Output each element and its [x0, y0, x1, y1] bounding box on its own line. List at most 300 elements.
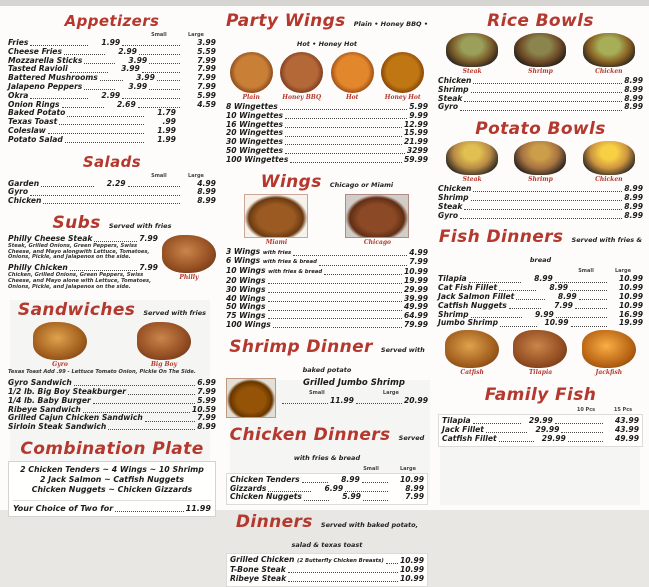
menu-item-name: Tilapia — [438, 274, 467, 284]
menu-item-price: 10.99 — [399, 564, 424, 574]
dotted-leader — [579, 299, 607, 300]
menu-item-name: 50 Wingettes — [225, 145, 284, 155]
menu-item-name: 8 Wingettes — [225, 102, 278, 111]
dotted-leader — [84, 63, 115, 64]
dotted-leader — [571, 326, 608, 327]
large-column-label: Large — [400, 465, 416, 472]
dotted-leader — [268, 283, 402, 284]
menu-item-price: 10.99 — [399, 556, 424, 566]
section-potato-bowls — [438, 116, 643, 220]
scan-edge — [0, 0, 649, 6]
party-wings-flavors: Plain • Honey BBQ • Hot • Honey Hot — [296, 20, 428, 48]
dotted-leader — [464, 209, 622, 210]
dotted-leader — [486, 432, 528, 433]
dotted-leader — [30, 98, 88, 99]
menu-item-price: 15.99 — [403, 128, 428, 138]
dotted-leader — [268, 301, 402, 302]
food-photo — [583, 33, 635, 75]
menu-item-name: Tilapia — [442, 416, 471, 426]
food-photo — [381, 52, 424, 101]
menu-item-name: Jalapeno Peppers — [8, 81, 83, 91]
photo-caption: Big Boy — [150, 361, 178, 369]
section-combination-plate — [8, 436, 216, 517]
appetizers-list — [8, 39, 216, 145]
salads-list — [8, 180, 216, 206]
chicken-dinners-list — [226, 473, 428, 505]
menu-item-row — [438, 194, 643, 203]
menu-item-price-small: 2.99 — [118, 46, 137, 56]
photo-caption: Hot — [345, 94, 359, 101]
menu-item-price-large: 8.99 — [197, 196, 216, 206]
menu-item-price-small: 29.99 — [535, 424, 560, 434]
column-right — [438, 8, 643, 508]
menu-item-name: 100 Wings — [225, 319, 271, 329]
column-left — [8, 8, 216, 513]
menu-item-price: 7.99 — [139, 233, 158, 243]
menu-item-name: Chicken Nuggets — [229, 492, 302, 502]
price-column-headers — [8, 173, 216, 179]
shrimp-small-price: 11.99 — [329, 395, 354, 405]
dotted-leader — [288, 581, 398, 582]
menu-item-price-large: 10.99 — [618, 274, 643, 284]
dotted-leader — [509, 308, 541, 309]
steak-photo — [446, 33, 498, 67]
large-column-label: Large — [615, 268, 631, 275]
menu-item-price-small: 2.99 — [101, 90, 121, 100]
potato-bowls-title: Potato Bowls — [475, 119, 606, 140]
menu-item-price-large: 7.99 — [405, 492, 424, 502]
dotted-leader — [561, 432, 603, 433]
menu-item-price: 8.99 — [197, 422, 216, 432]
dotted-leader — [149, 63, 180, 64]
menu-item-price-small: .99 — [162, 117, 176, 127]
menu-item-price-large: 7.99 — [197, 81, 216, 91]
menu-item-price-large: 8.99 — [405, 483, 425, 493]
menu-item-price: 59.99 — [403, 154, 428, 164]
shrimp-large-price: 20.99 — [403, 395, 428, 405]
photo-caption: Shrimp — [528, 176, 553, 184]
menu-item-price-large: 5.59 — [197, 46, 216, 56]
sandwiches-note: Texas Toast Add .99 - Lettuce Tomato Onion, Pickle On The Side. — [8, 369, 196, 376]
shrimp-price-row — [280, 397, 428, 406]
menu-item-name: 20 Wingettes — [225, 128, 284, 138]
menu-item-row — [438, 86, 643, 95]
dotted-leader — [460, 110, 622, 111]
section-dinners — [226, 509, 428, 586]
pcs10-column-label: 10 Pcs — [576, 407, 596, 414]
photo-caption: Jackfish — [595, 369, 623, 377]
menu-item-name: 1/4 lb. Baby Burger — [8, 395, 91, 405]
dotted-leader — [285, 136, 402, 137]
food-photo — [137, 322, 191, 368]
menu-item-price: 8.99 — [624, 76, 643, 85]
dotted-leader — [62, 107, 104, 108]
menu-item-row — [438, 103, 643, 112]
menu-item-name: 10 Wings with fries & bread — [225, 266, 323, 276]
menu-item-name: Chicken — [438, 184, 472, 194]
menu-item-name: Gyro — [8, 187, 29, 197]
menu-item-name: 50 Wings — [225, 302, 266, 312]
menu-item-price: 9.99 — [409, 110, 428, 120]
dotted-leader — [94, 241, 137, 242]
menu-item-name: Grilled Chicken (2 Butterfly Chicken Breasts) — [229, 555, 384, 565]
menu-item-price: 29.99 — [403, 284, 428, 294]
menu-item-name: Garden — [8, 178, 40, 188]
gyro-photo — [33, 322, 87, 360]
dotted-leader — [516, 299, 544, 300]
wings-photos — [226, 194, 428, 246]
photo-caption: Chicago — [363, 238, 392, 246]
dotted-leader — [65, 142, 144, 143]
menu-item-name: Fries — [8, 38, 29, 47]
menu-item-price: 49.99 — [403, 302, 428, 312]
small-column-label: Small — [151, 32, 167, 38]
food-photo — [446, 141, 498, 183]
menu-item-price: 8.99 — [624, 201, 643, 211]
food-photo — [244, 194, 308, 246]
menu-item-name: 30 Wingettes — [225, 137, 284, 147]
menu-item-desc: Chicken, Grilled Onions, Green Peppers, Swiss Cheese, and Mayo alone with Lettuce, Tomatoes, Onions, Pickle, and Jalapenos on the side. — [8, 271, 152, 290]
menu-item-name: Gizzards — [229, 483, 267, 493]
wings-title: Wings — [260, 171, 322, 192]
menu-item-name: Chicken — [8, 196, 42, 206]
jackfish-photo — [582, 330, 636, 368]
menu-item-name: Ribeye Sandwich — [8, 404, 81, 414]
shrimp-dinner-title: Shrimp Dinner — [229, 336, 373, 357]
sandwiches-subtitle: Served with fries — [143, 309, 207, 318]
dotted-leader — [128, 186, 180, 187]
photo-caption: Honey BBQ — [282, 94, 322, 101]
menu-item-price-large: 10.99 — [618, 283, 644, 293]
potato-bowls-photos — [438, 141, 643, 183]
hot-photo — [331, 52, 374, 93]
menu-item-note: with fries — [262, 249, 292, 256]
sandwiches-list — [8, 379, 216, 432]
menu-item-row — [438, 95, 643, 104]
dotted-leader — [363, 500, 388, 501]
dotted-leader — [30, 195, 180, 196]
menu-item-name: Potato Salad — [8, 134, 63, 144]
menu-item-name: Steak — [438, 93, 463, 103]
wings-subtitle: Chicago or Miami — [329, 180, 394, 189]
menu-item-name: Catfish Nuggets — [438, 300, 507, 310]
combination-title: Combination Plate — [20, 438, 204, 459]
subs-subtitle: Served with fries — [108, 221, 172, 230]
dotted-leader — [128, 394, 195, 395]
party-wings-list — [226, 103, 428, 165]
menu-item-name: Gyro — [438, 210, 459, 220]
sandwiches-title: Sandwiches — [17, 300, 136, 321]
dotted-leader — [285, 118, 407, 119]
section-fish-dinners — [438, 224, 643, 378]
dotted-leader — [460, 218, 622, 219]
menu-item-row — [226, 156, 428, 165]
menu-item-price-large: 4.59 — [197, 99, 216, 109]
menu-item-price: 7.99 — [197, 386, 216, 396]
photo-caption: Plain — [242, 94, 260, 101]
chicken-photo — [583, 141, 635, 175]
menu-item-name: Steak — [438, 201, 463, 211]
menu-item-price: 6.99 — [197, 378, 216, 388]
section-chicken-dinners — [226, 422, 428, 505]
dotted-leader — [115, 511, 183, 512]
combination-line: 2 Jack Salmon ~ Catfish Nuggets — [39, 474, 184, 484]
menu-item-name: Philly Cheese Steak — [8, 233, 93, 243]
menu-item-name: Cat Fish Fillet — [438, 283, 498, 293]
menu-item-price-large: 3.99 — [197, 38, 216, 47]
photo-caption: Chicken — [595, 176, 623, 184]
menu-item-name: 6 Wings with fries & bread — [225, 256, 317, 266]
food-photo — [33, 322, 87, 368]
menu-item-row — [226, 321, 428, 330]
dotted-leader — [100, 80, 123, 81]
food-photo — [446, 33, 498, 75]
food-photo — [582, 330, 636, 376]
steak-photo — [446, 141, 498, 175]
menu-item-price-large: 43.99 — [614, 416, 639, 426]
shrimp-item-name: Grilled Jumbo Shrimp — [303, 377, 405, 388]
dotted-leader — [149, 89, 180, 90]
party-wings-title: Party Wings — [225, 11, 346, 31]
large-column-label: Large — [382, 389, 399, 396]
menu-item-name: Shrimp — [438, 192, 469, 202]
subs-title: Subs — [52, 212, 101, 233]
food-photo — [514, 33, 566, 75]
menu-item-name: Gyro Sandwich — [8, 378, 72, 388]
menu-item-name: 30 Wings — [225, 284, 266, 294]
menu-item-price-small: 3.99 — [121, 64, 140, 74]
menu-item-price-small: 8.99 — [549, 283, 569, 293]
dotted-leader — [464, 101, 622, 102]
menu-item-price: 12.99 — [403, 119, 428, 129]
dotted-leader — [41, 186, 93, 187]
photo-caption: Catfish — [460, 369, 484, 377]
menu-item-price-large: 10.99 — [618, 291, 643, 301]
philly-sub-photo-image — [162, 235, 216, 273]
chicken-dinners-subtitle: Served with fries & bread — [293, 433, 425, 462]
dotted-leader — [386, 563, 398, 564]
menu-item-price-small: 29.99 — [528, 416, 553, 426]
menu-item-price-small: 29.99 — [541, 433, 566, 443]
pcs15-column-label: 15 Pcs — [613, 407, 633, 414]
fish-dinners-photos — [438, 330, 643, 376]
photo-caption: Gyro — [52, 361, 68, 369]
dotted-leader — [157, 80, 180, 81]
menu-item-name: Grilled Cajun Chicken Sandwich — [8, 413, 143, 423]
menu-item-price-large: 19.99 — [618, 318, 644, 328]
dotted-leader — [568, 441, 603, 442]
menu-item-name: Sirloin Steak Sandwich — [8, 422, 107, 432]
menu-item-price-small: 2.69 — [117, 99, 136, 109]
fish-dinners-subtitle: Served with fries & bread — [529, 236, 643, 265]
menu-item-name: Mozzarella Sticks — [8, 55, 83, 65]
menu-item-price: 8.99 — [624, 184, 643, 194]
menu-item-price: 8.99 — [624, 102, 643, 112]
food-photo — [514, 141, 566, 183]
menu-item-name: Texas Toast — [8, 117, 58, 127]
dotted-leader — [280, 109, 407, 110]
menu-item-price-small: 3.99 — [136, 73, 155, 83]
menu-item-price-small: 1.79 — [157, 108, 176, 118]
menu-item-price: 5.99 — [197, 395, 216, 405]
philly-sub-photo — [162, 235, 216, 281]
dotted-leader — [356, 403, 402, 404]
menu-item-name: Cheese Fries — [8, 46, 62, 56]
large-column-label: Large — [187, 32, 204, 38]
sandwiches-photos — [8, 322, 216, 368]
rice-bowls-list — [438, 77, 643, 112]
menu-item-name: 10 Wingettes — [225, 110, 284, 120]
menu-item-price: 8.99 — [624, 84, 643, 94]
menu-item-desc: Steak, Grilled Onions, Green Peppers, Swiss Cheese, and Mayo alongwith Lettuce, Tomatoes, Onions, Pickle, and Jalapenos on the side. — [8, 242, 150, 261]
menu-item-price: 7.99 — [139, 263, 158, 273]
menu-item-price: 10.59 — [191, 404, 216, 414]
menu-item-name: Jack Salmon Fillet — [438, 291, 515, 301]
chicago-photo — [345, 194, 409, 238]
menu-item-price: 5.99 — [409, 102, 428, 111]
menu-item-price: 7.99 — [409, 257, 428, 267]
dotted-leader — [285, 144, 402, 145]
menu-item-price: 8.99 — [624, 210, 643, 220]
chicken-photo — [583, 33, 635, 67]
menu-item-price-small: 5.99 — [342, 492, 361, 502]
menu-item-name: Okra — [8, 90, 29, 100]
dotted-leader — [139, 54, 180, 55]
dotted-leader — [59, 124, 144, 125]
menu-item-name: Philly Chicken — [8, 263, 68, 273]
section-family-fish — [438, 382, 643, 446]
menu-item-name: Baked Potato — [8, 108, 66, 118]
menu-item-price-large: 16.99 — [618, 309, 644, 319]
dotted-leader — [43, 203, 180, 204]
dotted-leader — [473, 83, 622, 84]
menu-item-name: Gyro — [438, 102, 459, 112]
menu-item-note: (2 Butterfly Chicken Breasts) — [297, 558, 384, 565]
combination-footer-label: Your Choice of Two for — [13, 503, 114, 513]
combination-footer — [13, 500, 211, 514]
food-photo — [345, 194, 409, 246]
menu-item-note: with fries & bread — [262, 259, 317, 266]
menu-item-name: 100 Wingettes — [225, 154, 289, 164]
menu-item-row — [230, 493, 424, 502]
menu-item-name: Jack Fillet — [442, 424, 484, 434]
menu-item-price-large: 7.99 — [197, 64, 216, 74]
dotted-leader — [285, 153, 405, 154]
menu-item-name: Onion Rings — [8, 99, 60, 109]
menu-item-price: 3299 — [406, 145, 428, 155]
fish-dinners-title: Fish Dinners — [438, 227, 564, 248]
combination-footer-price: 11.99 — [185, 503, 211, 513]
grilled-shrimp-photo — [226, 378, 276, 418]
menu-item-name: 40 Wings — [225, 293, 266, 303]
menu-item-price: 79.99 — [403, 319, 428, 329]
menu-item-name: Coleslaw — [8, 125, 46, 135]
menu-item-row — [438, 212, 643, 221]
menu-item-name: Shrimp — [438, 84, 469, 94]
dotted-leader — [304, 500, 329, 501]
dotted-leader — [293, 255, 407, 256]
food-photo — [230, 52, 273, 101]
menu-item-price-small: 1.99 — [157, 134, 176, 144]
menu-item-price: 10.99 — [399, 573, 424, 583]
menu-item-price: 7.99 — [197, 413, 216, 423]
dotted-leader — [108, 429, 195, 430]
menu-item-price-large: 5.99 — [197, 90, 216, 100]
photo-caption: Shrimp — [528, 68, 553, 75]
dotted-leader — [268, 292, 402, 293]
dotted-leader — [288, 572, 398, 573]
combination-panel — [8, 461, 216, 517]
photo-caption: Philly — [179, 273, 199, 281]
dotted-leader — [273, 327, 402, 328]
big-boy-photo — [137, 322, 191, 360]
chicken-dinners-title: Chicken Dinners — [229, 424, 391, 445]
dotted-leader — [324, 274, 402, 275]
menu-item-price-small: 1.99 — [101, 38, 121, 47]
section-subs — [8, 210, 216, 293]
shrimp-photo — [514, 33, 566, 67]
menu-item-price-small: 3.99 — [128, 81, 148, 91]
menu-item-name: T-Bone Steak — [229, 564, 286, 574]
dotted-leader — [575, 308, 607, 309]
rice-bowls-title: Rice Bowls — [487, 11, 594, 31]
menu-item-name: 3 Wings with fries — [225, 246, 292, 256]
menu-item-price-small: 3.99 — [128, 55, 148, 65]
menu-item-price-small: 10.99 — [544, 318, 569, 328]
price-column-headers — [438, 407, 643, 413]
subs-list — [8, 235, 158, 293]
small-column-label: Small — [578, 268, 594, 275]
dotted-leader — [471, 92, 623, 93]
menu-item-price: 21.99 — [403, 137, 428, 147]
menu-item-note: with fries & bread — [268, 269, 323, 276]
combination-line: 2 Chicken Tenders ~ 4 Wings ~ 10 Shrimp — [20, 464, 204, 474]
section-party-wings — [226, 8, 428, 165]
photo-caption: Miami — [265, 238, 288, 246]
menu-item-row — [230, 575, 424, 584]
salads-title: Salads — [82, 152, 142, 171]
dotted-leader — [290, 162, 402, 163]
food-photo — [445, 330, 499, 376]
dotted-leader — [67, 116, 144, 117]
menu-item-row — [438, 203, 643, 212]
dotted-leader — [500, 326, 537, 327]
menu-item-name: 16 Wingettes — [225, 119, 284, 129]
section-wings — [226, 169, 428, 330]
dinners-list — [226, 553, 428, 586]
section-appetizers — [8, 8, 216, 145]
family-fish-title: Family Fish — [484, 385, 597, 406]
miami-photo — [244, 194, 308, 238]
menu-item-row — [8, 136, 216, 145]
menu-item-name: Battered Mushrooms — [8, 73, 98, 83]
menu-item-name: Jumbo Shrimp — [438, 318, 499, 328]
menu-item-price-large: 10.99 — [399, 474, 425, 484]
food-photo — [280, 52, 323, 101]
section-shrimp-dinner — [226, 334, 428, 418]
honey-hot-photo — [381, 52, 424, 93]
section-salads — [8, 149, 216, 206]
menu-item-price: 8.99 — [624, 192, 643, 202]
menu-item-name: Catfish Fillet — [442, 433, 497, 443]
menu-item-row — [8, 423, 216, 432]
menu-item-row — [438, 319, 643, 328]
menu-item-price: 64.99 — [403, 311, 428, 321]
shrimp-dinner-subtitle: Served with baked potato — [302, 345, 425, 374]
menu-item-name: Ribeye Steak — [229, 573, 287, 583]
menu-item-row — [8, 180, 216, 189]
photo-caption: Honey Hot — [384, 94, 421, 101]
